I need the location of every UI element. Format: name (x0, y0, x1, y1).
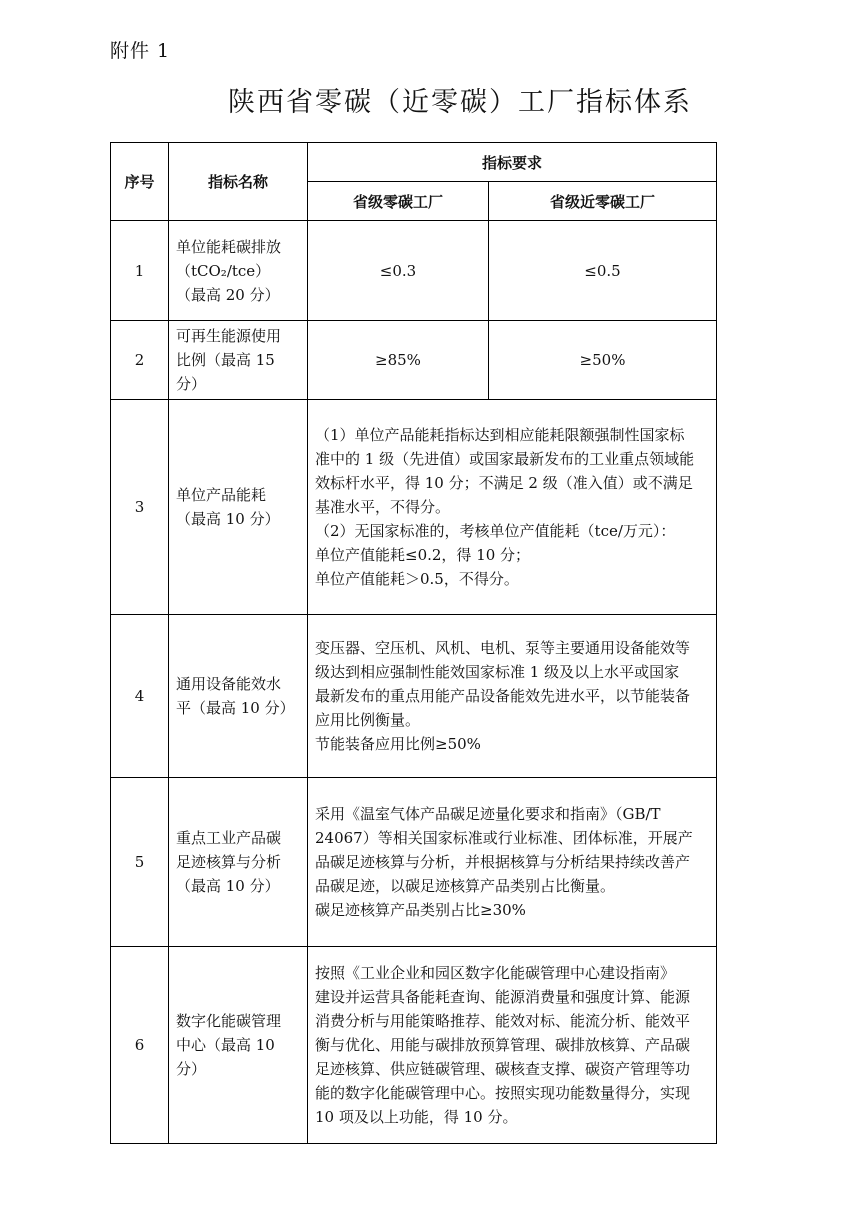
requirement-line: 单位产值能耗≤0.2，得 10 分； (315, 546, 531, 564)
header-zero-carbon: 省级零碳工厂 (308, 182, 489, 221)
requirement-line: 10 项及以上功能，得 10 分。 (315, 1108, 518, 1126)
row-number: 3 (111, 400, 169, 615)
requirement-line: 衡与优化、用能与碳排放预算管理、碳排放核算、产品碳 (315, 1036, 691, 1054)
near-zero-carbon-value: ≥50% (489, 321, 717, 400)
requirement-line: 应用比例衡量。 (315, 711, 421, 729)
requirement-text (308, 947, 717, 1144)
name-line: （最高 10 分） (176, 510, 280, 528)
table-row (111, 400, 717, 615)
indicator-table (110, 142, 717, 1144)
row-number: 5 (111, 778, 169, 947)
name-line: 重点工业产品碳 (176, 829, 282, 847)
name-line: 可再生能源使用 (176, 327, 282, 345)
header-name: 指标名称 (169, 143, 308, 221)
header-near-zero-carbon: 省级近零碳工厂 (489, 182, 717, 221)
table-row (111, 615, 717, 778)
near-zero-carbon-value: ≤0.5 (489, 221, 717, 321)
indicator-name (169, 400, 308, 615)
requirement-line: 基准水平，不得分。 (315, 498, 451, 516)
name-line: 平（最高 10 分） (176, 699, 295, 717)
indicator-name (169, 615, 308, 778)
requirement-line: 级达到相应强制性能效国家标准 1 级及以上水平或国家 (315, 663, 680, 681)
name-line: （最高 20 分） (176, 285, 280, 304)
indicator-name (169, 221, 308, 321)
table-row (111, 778, 717, 947)
requirement-line: （1）单位产品能耗指标达到相应能耗限额强制性国家标 (315, 426, 685, 444)
zero-carbon-value: ≥85% (308, 321, 489, 400)
requirement-line: 24067）等相关国家标准或行业标准、团体标准，开展产 (315, 829, 693, 847)
requirement-line: 准中的 1 级（先进值）或国家最新发布的工业重点领域能 (315, 450, 695, 468)
header-requirement: 指标要求 (308, 143, 717, 182)
requirement-line: 节能装备应用比例≥50% (315, 735, 481, 753)
header-no: 序号 (111, 143, 169, 221)
table-row (111, 221, 717, 321)
requirement-line: 品碳足迹核算与分析，并根据核算与分析结果持续改善产 (315, 853, 691, 871)
indicator-name (169, 778, 308, 947)
requirement-line: 单位产值能耗＞0.5，不得分。 (315, 570, 519, 588)
name-line: 比例（最高 15 分） (176, 351, 275, 393)
header-row (111, 143, 717, 182)
requirement-line: 变压器、空压机、风机、电机、泵等主要通用设备能效等 (315, 639, 691, 657)
requirement-line: 碳足迹核算产品类别占比≥30% (315, 901, 526, 919)
requirement-line: 建设并运营具备能耗查询、能源消费量和强度计算、能源 (315, 988, 691, 1006)
requirement-line: 效标杆水平，得 10 分；不满足 2 级（准入值）或不满足 (315, 474, 693, 492)
name-line: （最高 10 分） (176, 877, 280, 895)
requirement-text (308, 778, 717, 947)
name-line: 中心（最高 10 分） (176, 1036, 275, 1078)
requirement-line: 按照《工业企业和园区数字化能碳管理中心建设指南》 (315, 964, 676, 982)
name-line: 单位产品能耗 (176, 486, 267, 504)
zero-carbon-value: ≤0.3 (308, 221, 489, 321)
requirement-text (308, 615, 717, 778)
requirement-line: 品碳足迹，以碳足迹核算产品类别占比衡量。 (315, 877, 616, 895)
name-line: （tCO₂/tce） (176, 261, 271, 280)
document-title: 陕西省零碳（近零碳）工厂指标体系 (228, 87, 692, 118)
requirement-line: 能的数字化能碳管理中心。按照实现功能数量得分，实现 (315, 1084, 691, 1102)
row-number: 1 (111, 221, 169, 321)
name-line: 数字化能碳管理 (176, 1012, 282, 1030)
table-row (111, 947, 717, 1144)
requirement-line: 最新发布的重点用能产品设备能效先进水平，以节能装备 (315, 687, 691, 705)
name-line: 单位能耗碳排放 (176, 237, 282, 256)
name-line: 通用设备能效水 (176, 675, 282, 693)
row-number: 4 (111, 615, 169, 778)
row-number: 2 (111, 321, 169, 400)
requirement-line: 足迹核算、供应链碳管理、碳核查支撑、碳资产管理等功 (315, 1060, 691, 1078)
requirement-line: （2）无国家标准的，考核单位产值能耗（tce/万元）： (315, 522, 676, 540)
table-row (111, 321, 717, 400)
attachment-label: 附件 1 (110, 40, 171, 62)
indicator-name (169, 947, 308, 1144)
row-number: 6 (111, 947, 169, 1144)
indicator-name (169, 321, 308, 400)
requirement-text (308, 400, 717, 615)
requirement-line: 消费分析与用能策略推荐、能效对标、能流分析、能效平 (315, 1012, 691, 1030)
name-line: 足迹核算与分析 (176, 853, 282, 871)
requirement-line: 采用《温室气体产品碳足迹量化要求和指南》（GB/T (315, 805, 661, 823)
